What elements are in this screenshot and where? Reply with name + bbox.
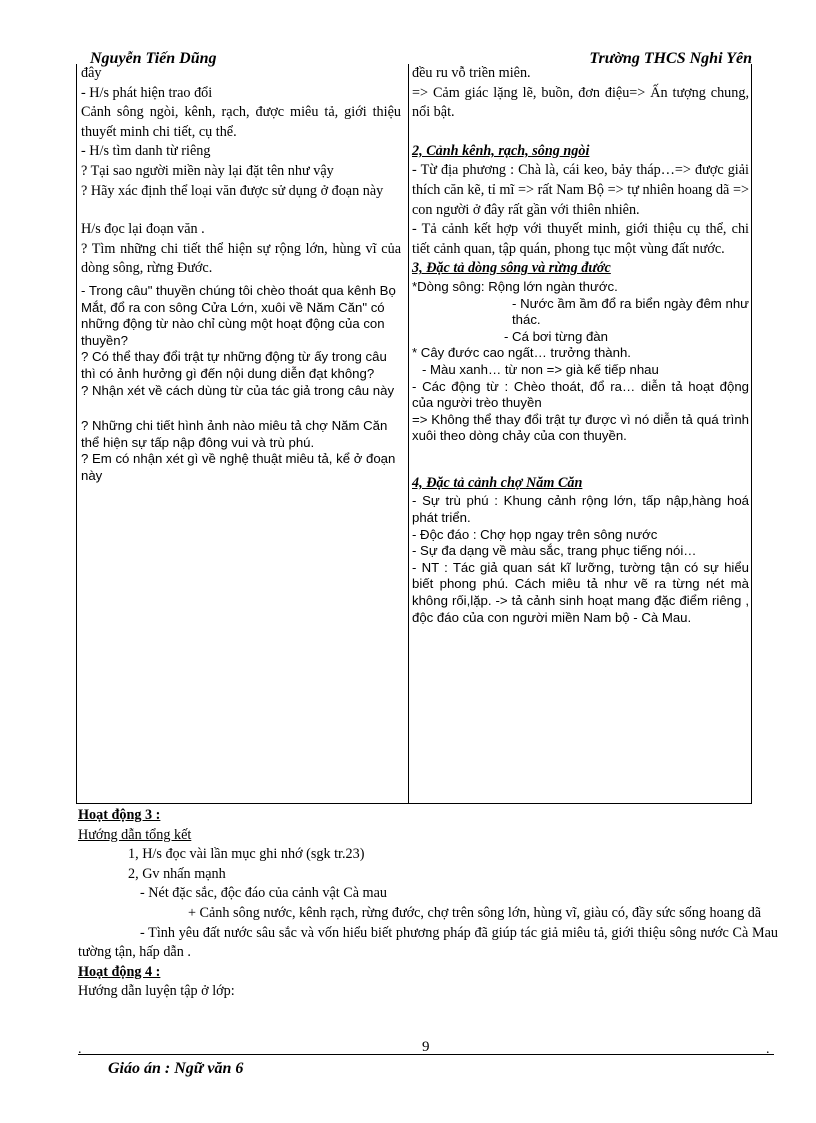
- header-author: Nguyễn Tiến Dũng: [90, 50, 217, 67]
- footer-rule: [78, 1054, 774, 1055]
- left-line: ? Có thể thay đổi trật tự những động từ ấy trong câu thì có ảnh hưởng gì đến nội dung diễn đạt không?: [81, 349, 387, 381]
- right-line: => Không thể thay đổi trật tự được vì nó diễn tả quá trình xuôi theo dòng chảy của con thuyền.: [412, 411, 749, 444]
- left-line: đây: [81, 65, 102, 81]
- left-line: ? Nhận xét về cách dùng từ của tác giả trong câu này: [81, 382, 395, 398]
- right-line: - NT : Tác giả quan sát kĩ lưỡng, tường tận có sự hiểu biết phong phú. Cách miêu tả như vẽ ra từng nét mà không rối,lặp. -> tả cảnh sinh hoạt mang đặc điểm riêng , độc đáo của con người miền Nam bộ - Cà Mau.: [412, 559, 749, 625]
- page-number: 9: [422, 1039, 430, 1055]
- summary-section: [78, 806, 778, 1002]
- lesson-table: [76, 64, 752, 804]
- right-line: * Cây đước cao ngất… trưởng thành.: [412, 345, 631, 361]
- left-line: ? Những chi tiết hình ảnh nào miêu tả chợ Năm Căn thể hiện sự tấp nập đông vui và trù phú.: [81, 418, 388, 450]
- left-line: Cảnh sông ngòi, kênh, rạch, được miêu tả, giới thiệu thuyết minh chi tiết, cụ thể.: [81, 104, 401, 140]
- right-line: - Sự đa dạng về màu sắc, trang phục tiếng nói…: [412, 543, 697, 559]
- right-column: [409, 64, 753, 626]
- activity-3-heading: Hoạt động 3 :: [78, 807, 161, 823]
- right-line: - Nước ầm ầm đổ ra biển ngày đêm như thác.: [512, 295, 749, 328]
- activity-4-subtitle: Hướng dẫn luyện tập ở lớp:: [78, 983, 235, 1000]
- left-line: - H/s phát hiện trao đổi: [81, 84, 213, 101]
- section-heading-2: 2, Cảnh kênh, rạch, sông ngòi: [412, 142, 590, 159]
- right-line: => Cảm giác lặng lẽ, buồn, đơn điệu=> Ấn tượng chung, nổi bật.: [412, 84, 749, 121]
- summary-line: 2, Gv nhấn mạnh: [128, 865, 226, 882]
- right-line: đều ru vỗ triền miên.: [412, 65, 531, 81]
- right-line: - Sự trù phú : Khung cảnh rộng lớn, tấp nập,hàng hoá phát triển.: [412, 493, 749, 526]
- summary-line: + Cảnh sông nước, kênh rạch, rừng đước, chợ trên sông lớn, hùng vĩ, giàu có, đầy sức sống hoang dã: [188, 904, 762, 921]
- footer-dot-left: .: [78, 1042, 82, 1057]
- summary-line: - Nét đặc sắc, độc đáo của cảnh vật Cà mau: [140, 885, 387, 902]
- footer-dot-right: .: [766, 1042, 770, 1057]
- right-line: - Độc đáo : Chợ họp ngay trên sông nước: [412, 526, 658, 542]
- left-line: H/s đọc lại đoạn văn .: [81, 221, 205, 238]
- section-heading-4: 4, Đặc tả cảnh chợ Năm Căn: [412, 474, 583, 491]
- header-school: Trường THCS Nghi Yên: [589, 50, 752, 67]
- left-line: ? Em có nhận xét gì về nghệ thuật miêu tả, kể ở đoạn này: [81, 451, 396, 483]
- right-line: - Các động từ : Chèo thoát, đổ ra… diễn tả hoạt động của người trèo thuyền: [412, 378, 749, 411]
- activity-3-subtitle: Hướng dẫn tổng kết: [78, 826, 192, 843]
- footer-title: Giáo án : Ngữ văn 6: [108, 1060, 244, 1077]
- right-line: - Tả cảnh kết hợp với thuyết minh, giới thiệu cụ thể, chi tiết cảnh quan, tập quán, phong tục một vùng đất nước.: [412, 221, 749, 257]
- right-line: - Màu xanh… từ non => già kế tiếp nhau: [422, 361, 659, 377]
- section-heading-3: 3, Đặc tả dòng sông và rừng đước: [412, 260, 611, 277]
- left-line: ? Hãy xác định thể loại văn được sử dụng ở đoạn này: [81, 182, 384, 199]
- activity-4-heading: Hoạt động 4 :: [78, 963, 161, 980]
- left-line: ? Tìm những chi tiết thể hiện sự rộng lớn, hùng vĩ của dòng sông, rừng Đước.: [81, 240, 401, 277]
- right-line: - Cá bơi từng đàn: [504, 328, 608, 344]
- right-line: - Từ địa phương : Chà là, cái keo, bảy tháp…=> được giải thích căn kẽ, tỉ mĩ => rất Nam Bộ => tự nhiên hoang dã => con người ở đây rất gần với thiên nhiên.: [412, 162, 749, 218]
- left-line: - H/s tìm danh từ riêng: [81, 143, 211, 160]
- left-column: [77, 64, 405, 484]
- left-line: - Trong câu" thuyền chúng tôi chèo thoát qua kênh Bọ Mắt, đổ ra con sông Cửa Lớn, xuôi về Năm Căn" có những động từ nào chỉ cùng một hoạt động của con thuyền?: [81, 282, 396, 348]
- left-line: ? Tại sao người miền này lại đặt tên như vậy: [81, 162, 334, 179]
- summary-line: 1, H/s đọc vài lần mục ghi nhớ (sgk tr.23): [128, 846, 365, 863]
- summary-line: - Tình yêu đất nước sâu sắc và vốn hiểu biết phương pháp đã giúp tác giả miêu tả, giới thiệu sông nước Cà Mau tường tận, hấp dẫn .: [78, 924, 778, 961]
- right-line: *Dòng sông: Rộng lớn ngàn thước.: [412, 278, 618, 294]
